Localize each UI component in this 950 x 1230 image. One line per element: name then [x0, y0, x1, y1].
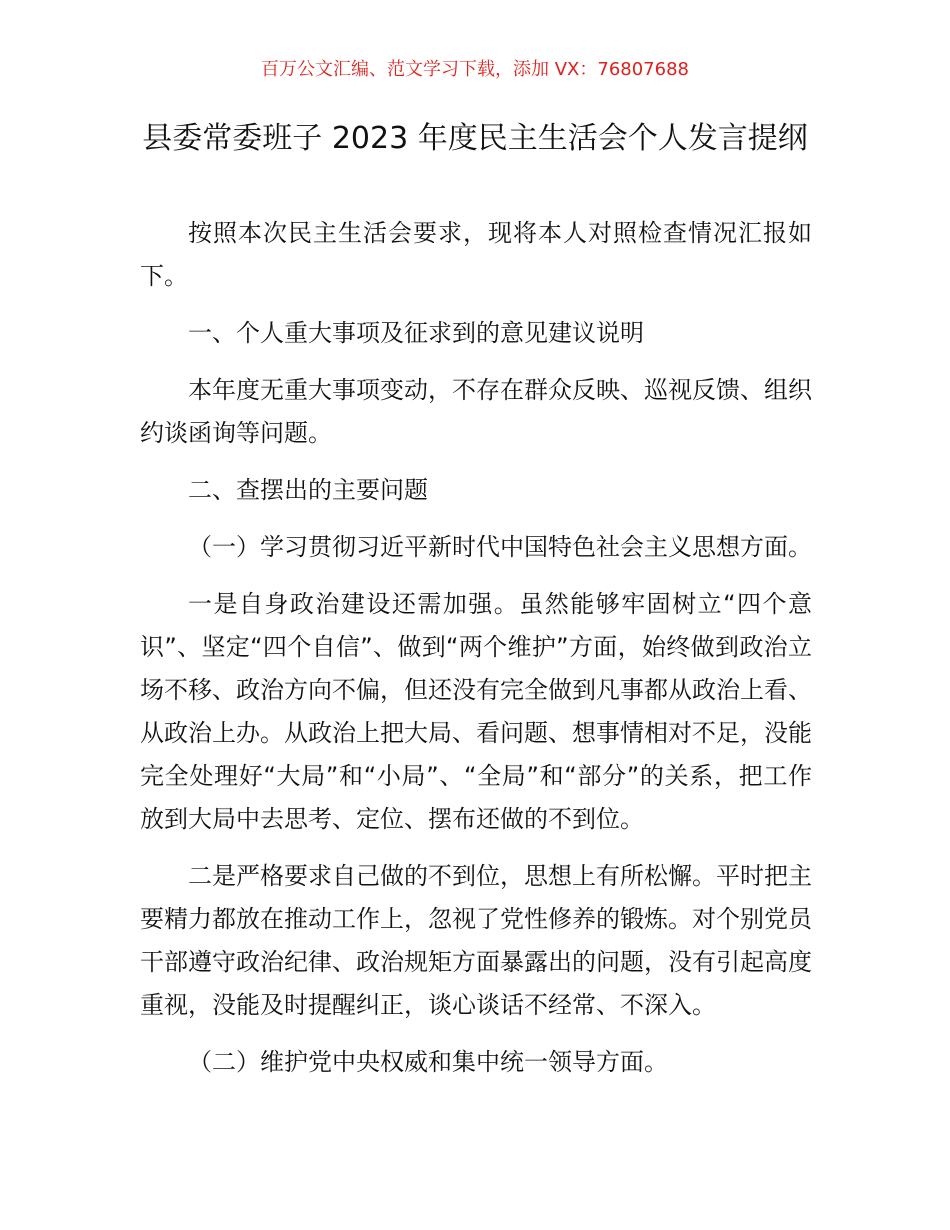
- body-paragraph: 一是自身政治建设还需加强。虽然能够牢固树立“四个意识”、坚定“四个自信”、做到“两个维护”方面，始终做到政治立场不移、政治方向不偏，但还没有完全做到凡事都从政治上看、从政治上办。从政治上把大局、看问题、想事情相对不足，没能完全处理好“大局”和“小局”、“全局”和“部分”的关系，把工作放到大局中去思考、定位、摆布还做的不到位。: [140, 590, 812, 833]
- subsection-heading-2: （二）维护党中央权威和集中统一领导方面。: [188, 1048, 668, 1076]
- subsection-heading-1: （一）学习贯彻习近平新时代中国特色社会主义思想方面。: [188, 533, 812, 561]
- section-heading-2: 二、查摆出的主要问题: [188, 476, 428, 504]
- body-paragraph: 本年度无重大事项变动，不存在群众反映、巡视反馈、组织约谈函询等问题。: [140, 376, 812, 447]
- document-body: [140, 212, 812, 1098]
- watermark-banner: 百万公文汇编、范文学习下载，添加 VX：76807688: [261, 59, 689, 80]
- document-title: 县委常委班子 2023 年度民主生活会个人发言提纲: [142, 121, 808, 156]
- intro-paragraph: 按照本次民主生活会要求，现将本人对照检查情况汇报如下。: [140, 219, 812, 290]
- section-heading-1: 一、个人重大事项及征求到的意见建议说明: [188, 319, 644, 347]
- body-paragraph: 二是严格要求自己做的不到位，思想上有所松懈。平时把主要精力都放在推动工作上，忽视了党性修养的锻炼。对个别党员干部遵守政治纪律、政治规矩方面暴露出的问题，没有引起高度重视，没能及时提醒纠正，谈心谈话不经常、不深入。: [140, 862, 812, 1019]
